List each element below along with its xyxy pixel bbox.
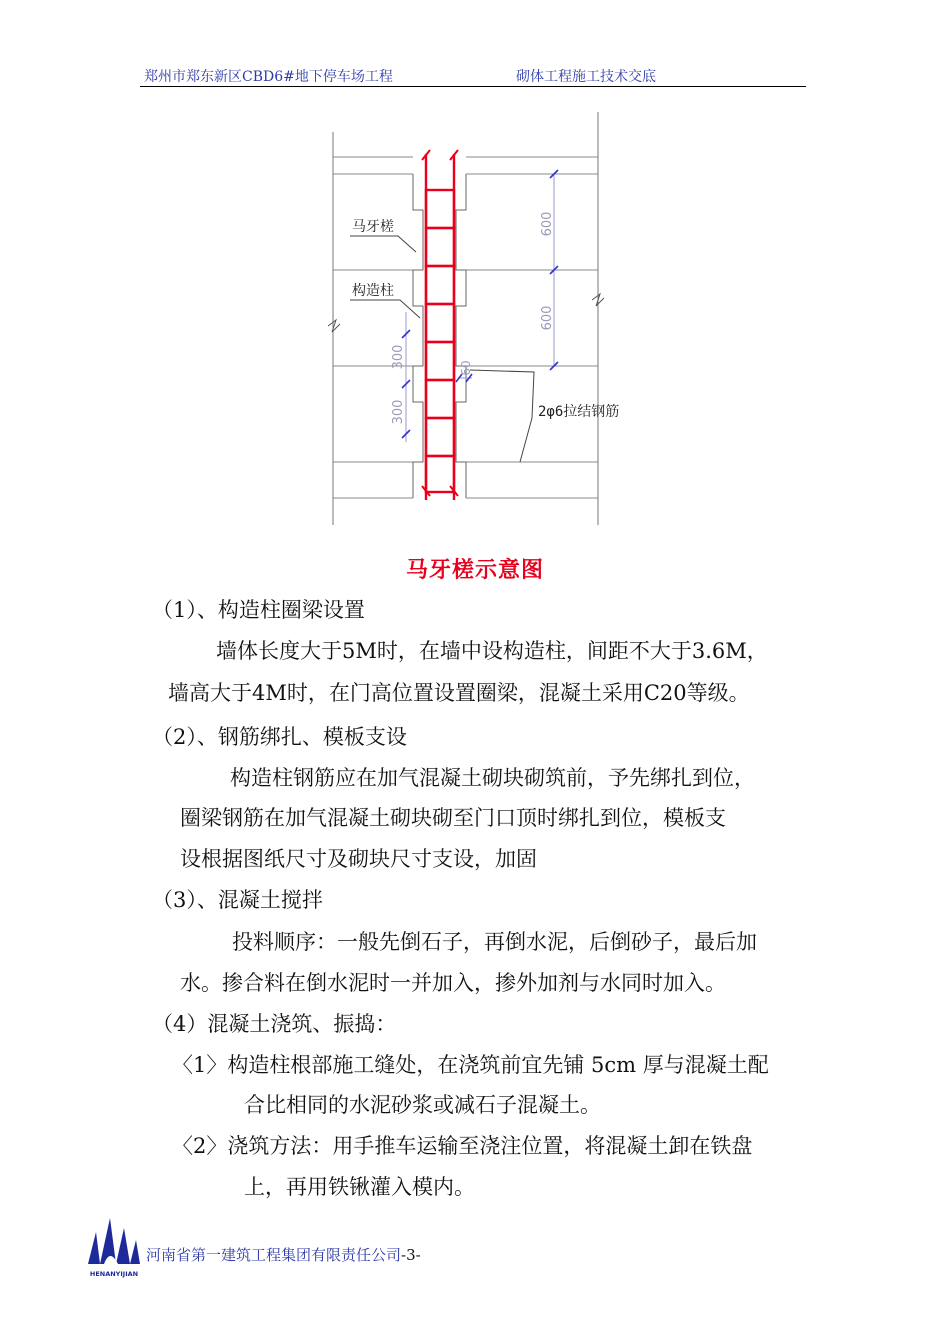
section-1-line-2: 墙高大于4M时，在门高位置设置圈梁，混凝土采用C20等级。: [168, 681, 750, 705]
dimension-300-bottom: 300: [391, 399, 406, 425]
section-4-item-2-line-2: 上，再用铁锹灌入模内。: [244, 1175, 475, 1199]
label-column: 构造柱: [352, 283, 394, 299]
section-2-heading: （2）、钢筋绑扎、模板支设: [152, 725, 407, 749]
page-number: -3-: [401, 1246, 421, 1264]
section-1-line-1: 墙体长度大于5M时，在墙中设构造柱，间距不大于3.6M，: [216, 639, 768, 663]
footer-company: 河南省第一建筑工程集团有限责任公司: [146, 1246, 402, 1264]
figure-caption: 马牙槎示意图: [405, 558, 544, 583]
dimension-60: 60: [459, 360, 473, 376]
label-tie-bar: 2φ6拉结钢筋: [538, 404, 620, 420]
section-2-line-2: 圈梁钢筋在加气混凝土砌块砌至门口顶时绑扎到位，模板支: [180, 806, 726, 830]
dimension-600-top: 600: [540, 211, 555, 237]
footer-line: [146, 1244, 421, 1265]
section-3-line-2: 水。掺合料在倒水泥时一并加入，掺外加剂与水同时加入。: [180, 971, 726, 995]
section-1-heading: （1）、构造柱圈梁设置: [152, 598, 365, 622]
header-rule: [140, 86, 806, 87]
section-4-heading: （4）混凝土浇筑、振捣：: [152, 1012, 397, 1036]
dimension-600-mid: 600: [540, 305, 555, 331]
section-4-item-1-line-2: 合比相同的水泥砂浆或减石子混凝土。: [244, 1093, 601, 1117]
section-4-item-2-line-1: 〈2〉浇筑方法：用手推车运输至浇注位置，将混凝土卸在铁盘: [172, 1134, 753, 1158]
section-2-line-1: 构造柱钢筋应在加气混凝土砌块砌筑前，予先绑扎到位，: [230, 766, 755, 790]
section-2-line-3: 设根据图纸尺寸及砌块尺寸支设，加固: [180, 847, 537, 871]
section-4-item-1-line-1: 〈1〉构造柱根部施工缝处，在浇筑前宜先铺 5cm 厚与混凝土配: [172, 1053, 769, 1077]
header-document-title: 砌体工程施工技术交底: [516, 69, 656, 85]
section-3-heading: （3）、混凝土搅拌: [152, 888, 323, 912]
company-logo: [82, 1218, 146, 1280]
dimension-300-top: 300: [391, 344, 406, 370]
label-maya: 马牙槎: [352, 219, 394, 235]
maya-diagram: [320, 112, 620, 530]
header-project-title: 郑州市郑东新区CBD6#地下停车场工程: [144, 69, 393, 85]
logo-text: HENANYIJIAN: [89, 1270, 139, 1278]
section-3-line-1: 投料顺序：一般先倒石子，再倒水泥，后倒砂子，最后加: [232, 930, 757, 954]
